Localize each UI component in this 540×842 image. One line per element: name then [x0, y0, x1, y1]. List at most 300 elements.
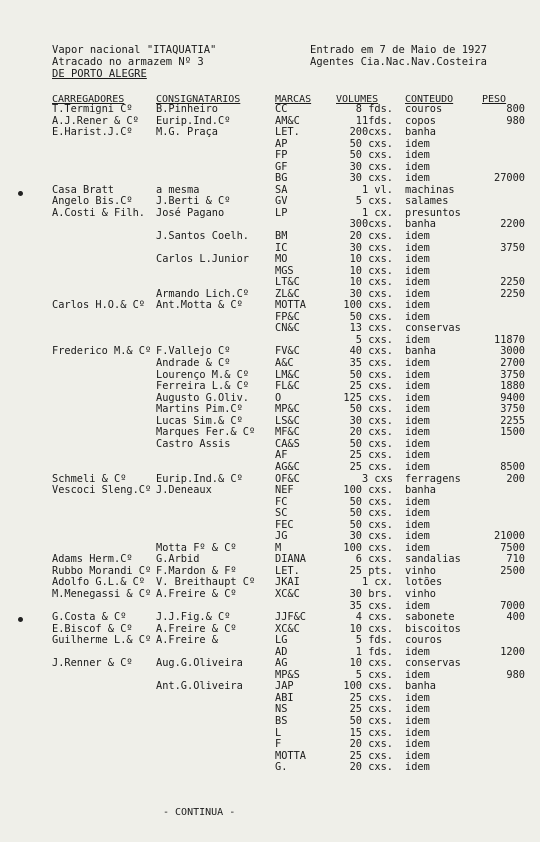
cell-carregador: A.J.Rener & Cº [52, 114, 139, 127]
cell-conteudo: idem [405, 460, 430, 473]
cell-peso: 980 [506, 114, 525, 127]
table-row [0, 127, 540, 139]
cell-consignatario: J.Berti & Cº [156, 195, 231, 208]
cell-carregador: E.Biscof & Cº [52, 622, 133, 635]
cell-peso: 980 [506, 668, 525, 681]
cell-peso: 800 [506, 103, 525, 115]
table-row [0, 520, 540, 532]
cell-carregador: Adams Herm.Cº [52, 553, 133, 566]
cell-volumes: 50 cxs. [349, 518, 393, 531]
cell-volumes: 20 cxs. [349, 738, 393, 751]
table-row [0, 716, 540, 728]
cell-consignatario: F.Vallejo Cº [156, 345, 231, 358]
cell-peso: 7500 [500, 541, 525, 554]
col-header-conteudo: CONTEUDO [405, 94, 454, 105]
table-row [0, 497, 540, 509]
cell-peso: 3000 [500, 345, 525, 358]
cell-consignatario: M.G. Praça [156, 126, 218, 139]
cell-marca: XC&C [275, 622, 300, 635]
table-row [0, 254, 540, 266]
agents: Agentes Cia.Nac.Nav.Costeira [310, 56, 488, 68]
cell-conteudo: machinas [405, 183, 455, 196]
cell-conteudo: idem [405, 253, 430, 266]
cell-conteudo: idem [405, 541, 430, 554]
cell-peso: 710 [506, 553, 525, 566]
table-row [0, 589, 540, 601]
cell-conteudo: idem [405, 599, 430, 612]
cell-marca: MP&C [275, 403, 300, 416]
cell-volumes: 10 cxs. [349, 264, 393, 277]
cell-volumes: 30 cxs. [349, 172, 393, 185]
table-row [0, 346, 540, 358]
cell-volumes: 3 cxs [362, 472, 393, 485]
cell-peso: 3750 [500, 403, 525, 416]
cell-conteudo: conservas [405, 657, 461, 670]
cell-carregador: Angelo Bis.Cº [52, 195, 133, 208]
cell-marca: L [275, 726, 282, 739]
cell-volumes: 20 cxs. [349, 761, 393, 774]
cell-conteudo: salames [405, 195, 449, 208]
table-row [0, 266, 540, 278]
cell-marca: MP&S [275, 668, 300, 681]
cell-consignatario: J.Santos Coelh. [156, 230, 249, 243]
cell-carregador: Rubbo Morandi Cº [52, 564, 152, 577]
cell-volumes: 25 cxs. [349, 460, 393, 473]
cell-marca: AD [275, 645, 288, 658]
cell-marca: FL&C [275, 380, 300, 393]
cell-carregador: Carlos H.O.& Cº [52, 299, 145, 312]
origin-port: DE PORTO ALEGRE [52, 68, 147, 80]
cell-volumes: 30 brs. [349, 587, 393, 600]
cell-peso: 8500 [500, 460, 525, 473]
cell-peso: 2700 [500, 357, 525, 370]
cell-conteudo: idem [405, 437, 430, 450]
cell-conteudo: ferragens [405, 472, 461, 485]
cell-marca: XC&C [275, 587, 300, 600]
cell-volumes: 5 cxs. [355, 195, 393, 208]
table-row [0, 670, 540, 682]
table-row [0, 681, 540, 693]
table-row [0, 231, 540, 243]
cell-conteudo: idem [405, 368, 430, 381]
continues-note: - CONTINUA - [163, 807, 236, 818]
cell-peso: 11870 [494, 333, 525, 346]
cell-peso: 3750 [500, 368, 525, 381]
cell-consignatario: A.Freire & Cº [156, 587, 237, 600]
table-row [0, 439, 540, 451]
cell-marca: DIANA [275, 553, 306, 566]
cell-conteudo: conservas [405, 322, 461, 335]
table-row [0, 450, 540, 462]
cell-consignatario: A.Freire & Cº [156, 622, 237, 635]
cell-conteudo: idem [405, 414, 430, 427]
cell-conteudo: vinho [405, 587, 436, 600]
cell-peso: 3750 [500, 241, 525, 254]
cell-volumes: 5 fds. [355, 634, 393, 647]
cell-volumes: 6 cxs. [355, 553, 393, 566]
cell-carregador: A.Costi & Filh. [52, 206, 145, 219]
cell-consignatario: Marques Fer.& Cº [156, 426, 256, 439]
cell-marca: AP [275, 137, 288, 150]
cell-marca: NS [275, 703, 288, 716]
punch-hole-mark [18, 617, 23, 622]
cell-volumes: 30 cxs. [349, 530, 393, 543]
cell-marca: BS [275, 714, 288, 727]
entry-date: Entrado em 7 de Maio de 1927 [310, 44, 488, 56]
col-header-consignatarios: CONSIGNATARIOS [156, 94, 241, 105]
table-row [0, 277, 540, 289]
cell-marca: FP&C [275, 310, 300, 323]
table-row [0, 404, 540, 416]
cell-volumes: 100 cxs. [343, 299, 393, 312]
cell-marca: G. [275, 761, 288, 774]
cell-conteudo: idem [405, 703, 430, 716]
cell-marca: ZL&C [275, 287, 300, 300]
cell-marca: AF [275, 449, 288, 462]
cell-consignatario: José Pagano [156, 206, 225, 219]
cell-marca: M [275, 541, 282, 554]
table-row [0, 219, 540, 231]
cell-consignatario: Eurip.Ind.& Cº [156, 472, 243, 485]
cell-consignatario: Armando Lich.Cº [156, 287, 249, 300]
cell-marca: CA&S [275, 437, 300, 450]
cell-marca: AM&C [275, 114, 300, 127]
cell-volumes: 1 cx. [362, 576, 393, 589]
cell-volumes: 50 cxs. [349, 368, 393, 381]
cell-conteudo: idem [405, 530, 430, 543]
cell-consignatario: Augusto G.Oliv. [156, 391, 249, 404]
cell-peso: 9400 [500, 391, 525, 404]
cell-peso: 7000 [500, 599, 525, 612]
cell-marca: LET. [275, 126, 300, 139]
cell-volumes: 10 cxs. [349, 276, 393, 289]
cell-peso: 1880 [500, 380, 525, 393]
col-header-marcas: MARCAS [275, 94, 312, 105]
cell-peso: 2200 [500, 218, 525, 231]
cell-volumes: 50 cxs. [349, 310, 393, 323]
cell-consignatario: Castro Assis [156, 437, 231, 450]
cell-volumes: 30 cxs. [349, 241, 393, 254]
col-header-peso: PESO [482, 94, 507, 105]
cell-conteudo: banha [405, 218, 436, 231]
cell-marca: MOTTA [275, 299, 306, 312]
table-row [0, 739, 540, 751]
cell-marca: CN&C [275, 322, 300, 335]
cell-volumes: 5 cxs. [355, 668, 393, 681]
cell-marca: MO [275, 253, 288, 266]
cell-marca: GV [275, 195, 288, 208]
cell-consignatario: Martins Pim.Cº [156, 403, 243, 416]
cell-volumes: 25 cxs. [349, 749, 393, 762]
cell-volumes: 13 cxs. [349, 322, 393, 335]
cell-carregador: Guilherme L.& Cº [52, 634, 152, 647]
table-row [0, 427, 540, 439]
cell-volumes: 50 cxs. [349, 507, 393, 520]
cell-volumes: 200cxs. [349, 126, 393, 139]
col-header-carregadores: CARREGADORES [52, 94, 125, 105]
cell-carregador: Schmeli & Cº [52, 472, 127, 485]
cell-consignatario: J.J.Fig.& Cº [156, 611, 231, 624]
cell-volumes: 4 cxs. [355, 611, 393, 624]
cell-conteudo: idem [405, 726, 430, 739]
cell-conteudo: presuntos [405, 206, 461, 219]
cell-volumes: 30 cxs. [349, 160, 393, 173]
punch-hole-mark [18, 191, 23, 196]
cell-marca: OF&C [275, 472, 300, 485]
cell-conteudo: idem [405, 761, 430, 774]
table-row [0, 323, 540, 335]
cell-peso: 200 [506, 472, 525, 485]
cell-conteudo: idem [405, 149, 430, 162]
cell-volumes: 25 cxs. [349, 449, 393, 462]
cell-volumes: 50 cxs. [349, 403, 393, 416]
cell-conteudo: idem [405, 241, 430, 254]
cell-volumes: 1 fds. [355, 645, 393, 658]
table-row [0, 531, 540, 543]
cell-conteudo: sandalias [405, 553, 461, 566]
cell-conteudo: idem [405, 691, 430, 704]
cell-peso: 1200 [500, 645, 525, 658]
cell-peso: 27000 [494, 172, 525, 185]
cell-peso: 21000 [494, 530, 525, 543]
table-row [0, 162, 540, 174]
cell-conteudo: idem [405, 287, 430, 300]
table-row [0, 462, 540, 474]
cell-carregador: T.Termigni Cº [52, 103, 133, 115]
cell-carregador: J.Renner & Cº [52, 657, 133, 670]
cell-consignatario: J.Deneaux [156, 484, 212, 497]
cell-peso: 2500 [500, 564, 525, 577]
cell-marca: JAP [275, 680, 294, 693]
cell-conteudo: copos [405, 114, 436, 127]
cell-marca: SA [275, 183, 288, 196]
cell-marca: LM&C [275, 368, 300, 381]
table-row [0, 300, 540, 312]
cell-volumes: 25 cxs. [349, 380, 393, 393]
cell-conteudo: idem [405, 749, 430, 762]
cell-marca: AG [275, 657, 288, 670]
cell-volumes: 50 cxs. [349, 437, 393, 450]
cell-volumes: 100 cxs. [343, 680, 393, 693]
cell-conteudo: banha [405, 126, 436, 139]
cell-marca: SC [275, 507, 288, 520]
cell-consignatario: B.Pinheiro [156, 103, 218, 115]
cell-marca: LP [275, 206, 288, 219]
cell-marca: LG [275, 634, 288, 647]
cell-conteudo: idem [405, 160, 430, 173]
cell-volumes: 100 cxs. [343, 484, 393, 497]
cell-conteudo: idem [405, 738, 430, 751]
cell-volumes: 50 cxs. [349, 714, 393, 727]
cell-consignatario: Lourenço M.& Cº [156, 368, 249, 381]
cell-volumes: 15 cxs. [349, 726, 393, 739]
cell-volumes: 10 cxs. [349, 622, 393, 635]
cell-conteudo: idem [405, 357, 430, 370]
cell-consignatario: Lucas Sim.& Cº [156, 414, 243, 427]
cell-consignatario: Aug.G.Oliveira [156, 657, 243, 670]
cell-conteudo: lotões [405, 576, 443, 589]
cell-marca: O [275, 391, 282, 404]
cell-volumes: 10 cxs. [349, 253, 393, 266]
cell-marca: FEC [275, 518, 294, 531]
table-row [0, 381, 540, 393]
cell-consignatario: G.Arbid [156, 553, 200, 566]
table-row [0, 416, 540, 428]
cell-conteudo: idem [405, 391, 430, 404]
cell-conteudo: vinho [405, 564, 436, 577]
cell-conteudo: idem [405, 426, 430, 439]
cell-conteudo: idem [405, 449, 430, 462]
cell-carregador: E.Harist.J.Cº [52, 126, 133, 139]
table-row [0, 358, 540, 370]
cell-volumes: 11fds. [355, 114, 393, 127]
table-row [0, 508, 540, 520]
cell-marca: CC [275, 103, 288, 115]
cell-consignatario: Andrade & Cº [156, 357, 231, 370]
cell-volumes: 300cxs. [349, 218, 393, 231]
cell-carregador: M.Menegassi & Cº [52, 587, 152, 600]
cell-volumes: 40 cxs. [349, 345, 393, 358]
cell-peso: 2250 [500, 276, 525, 289]
cell-conteudo: couros [405, 103, 443, 115]
cell-marca: A&C [275, 357, 294, 370]
cell-marca: FP [275, 149, 288, 162]
cell-conteudo: idem [405, 276, 430, 289]
table-row [0, 485, 540, 497]
cell-conteudo: biscoitos [405, 622, 461, 635]
cell-volumes: 8 fds. [355, 103, 393, 115]
cell-marca: BM [275, 230, 288, 243]
cell-marca: LT&C [275, 276, 300, 289]
cell-volumes: 50 cxs. [349, 149, 393, 162]
cell-peso: 1500 [500, 426, 525, 439]
ship-name: Vapor nacional "ITAQUATIA" [52, 44, 217, 56]
table-row [0, 762, 540, 774]
cell-consignatario: F.Mardon & Fº [156, 564, 237, 577]
cell-conteudo: sabonete [405, 611, 455, 624]
cell-marca: MOTTA [275, 749, 306, 762]
cell-consignatario: Carlos L.Junior [156, 253, 249, 266]
table-row [0, 693, 540, 705]
cell-consignatario: Motta Fº & Cº [156, 541, 237, 554]
cell-consignatario: A.Freire & [156, 634, 218, 647]
cell-marca: FC [275, 495, 288, 508]
cell-marca: AG&C [275, 460, 300, 473]
cell-marca: JKAI [275, 576, 300, 589]
cell-volumes: 30 cxs. [349, 287, 393, 300]
table-row [0, 370, 540, 382]
table-row [0, 658, 540, 670]
cell-consignatario: Ferreira L.& Cº [156, 380, 249, 393]
cell-marca: BG [275, 172, 288, 185]
cell-consignatario: Ant.Motta & Cº [156, 299, 243, 312]
cell-consignatario: V. Breithaupt Cº [156, 576, 256, 589]
cell-conteudo: idem [405, 333, 430, 346]
table-row [0, 393, 540, 405]
table-row [0, 704, 540, 716]
table-row [0, 104, 540, 116]
table-row [0, 612, 540, 624]
cell-carregador: Adolfo G.L.& Cº [52, 576, 145, 589]
table-row [0, 751, 540, 763]
manifest-table [0, 104, 540, 774]
cell-volumes: 25 cxs. [349, 691, 393, 704]
cell-conteudo: idem [405, 380, 430, 393]
cell-consignatario: a mesma [156, 183, 200, 196]
table-row [0, 150, 540, 162]
cell-peso: 2255 [500, 414, 525, 427]
cell-marca: JJF&C [275, 611, 306, 624]
cell-conteudo: idem [405, 403, 430, 416]
cell-conteudo: idem [405, 495, 430, 508]
cell-marca: JG [275, 530, 288, 543]
cell-marca: LET. [275, 564, 300, 577]
cell-conteudo: idem [405, 264, 430, 277]
cell-conteudo: idem [405, 518, 430, 531]
cell-marca: MF&C [275, 426, 300, 439]
cell-conteudo: idem [405, 507, 430, 520]
cell-conteudo: idem [405, 299, 430, 312]
cell-conteudo: couros [405, 634, 443, 647]
cell-marca: MGS [275, 264, 294, 277]
cell-volumes: 20 cxs. [349, 230, 393, 243]
cell-carregador: G.Costa & Cº [52, 611, 127, 624]
cell-conteudo: banha [405, 680, 436, 693]
cell-volumes: 35 cxs. [349, 599, 393, 612]
cell-volumes: 5 cxs. [355, 333, 393, 346]
col-header-volumes: VOLUMES [336, 94, 379, 105]
cell-volumes: 25 pts. [349, 564, 393, 577]
cell-conteudo: idem [405, 668, 430, 681]
table-row [0, 243, 540, 255]
cell-volumes: 1 vl. [362, 183, 393, 196]
cell-volumes: 125 cxs. [343, 391, 393, 404]
cell-conteudo: idem [405, 230, 430, 243]
cell-conteudo: idem [405, 645, 430, 658]
cell-conteudo: banha [405, 484, 436, 497]
cell-conteudo: banha [405, 345, 436, 358]
cell-conteudo: idem [405, 137, 430, 150]
cell-marca: IC [275, 241, 288, 254]
cell-volumes: 50 cxs. [349, 495, 393, 508]
cell-peso: 400 [506, 611, 525, 624]
cell-marca: GF [275, 160, 288, 173]
cell-marca: F [275, 738, 282, 751]
cell-consignatario: Eurip.Ind.Cº [156, 114, 231, 127]
cell-volumes: 10 cxs. [349, 657, 393, 670]
cell-carregador: Vescoci Sleng.Cº [52, 484, 152, 497]
cell-volumes: 35 cxs. [349, 357, 393, 370]
cell-volumes: 100 cxs. [343, 541, 393, 554]
cell-conteudo: idem [405, 714, 430, 727]
cell-volumes: 1 cx. [362, 206, 393, 219]
cell-marca: ABI [275, 691, 294, 704]
cell-volumes: 20 cxs. [349, 426, 393, 439]
cell-carregador: Frederico M.& Cº [52, 345, 152, 358]
table-row [0, 139, 540, 151]
cell-volumes: 25 cxs. [349, 703, 393, 716]
cell-peso: 2250 [500, 287, 525, 300]
cell-conteudo: idem [405, 310, 430, 323]
cell-marca: NEF [275, 484, 294, 497]
cell-volumes: 30 cxs. [349, 414, 393, 427]
cell-conteudo: idem [405, 172, 430, 185]
cell-volumes: 50 cxs. [349, 137, 393, 150]
table-row [0, 728, 540, 740]
cell-carregador: Casa Bratt [52, 183, 114, 196]
table-row [0, 208, 540, 220]
table-row [0, 635, 540, 647]
